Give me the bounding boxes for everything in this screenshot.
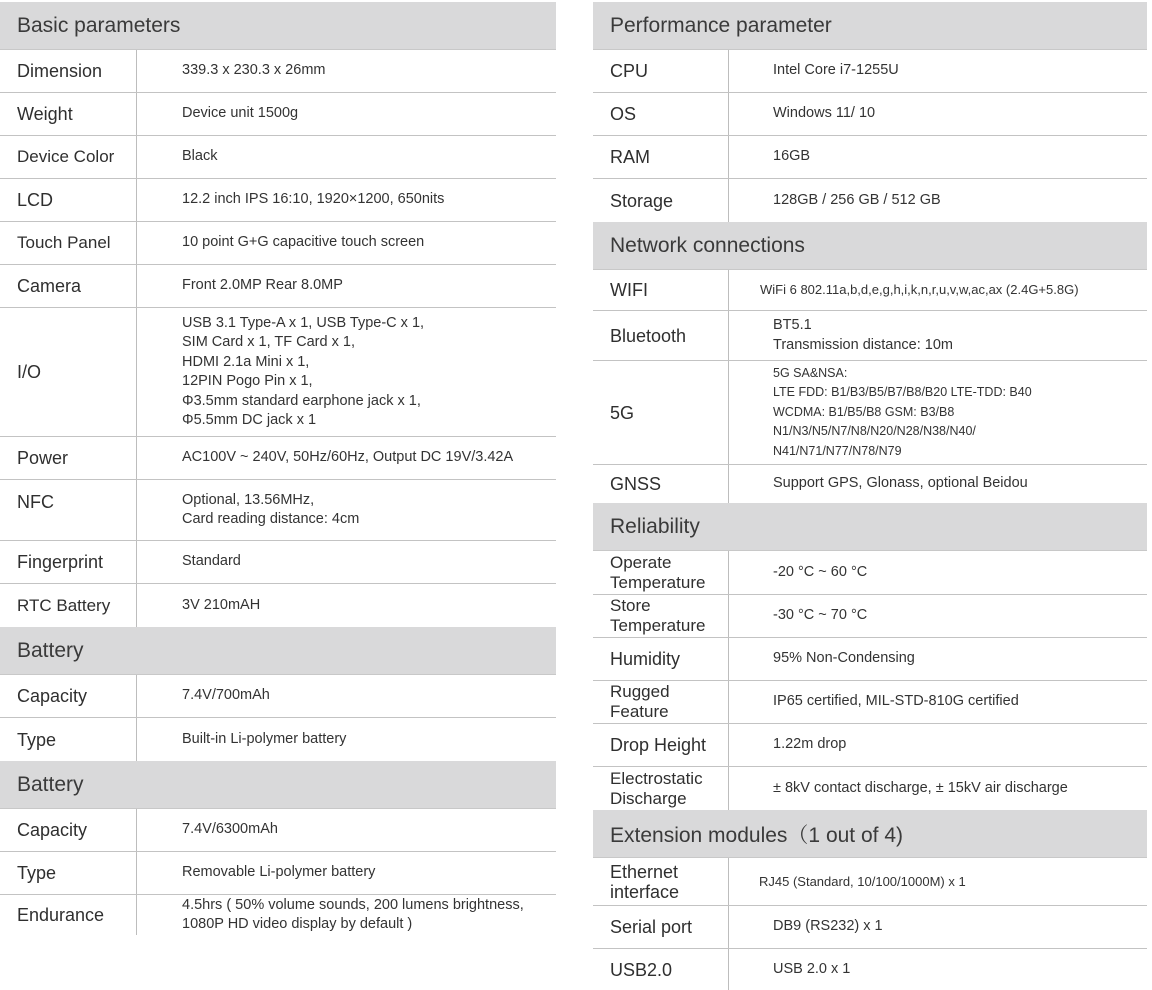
spec-value: Front 2.0MP Rear 8.0MP (182, 277, 343, 294)
spec-row-bluetooth (593, 311, 1147, 361)
spec-label: LCD (0, 179, 137, 221)
spec-value: AC100V ~ 240V, 50Hz/60Hz, Output DC 19V/3.42A (182, 449, 514, 466)
spec-label: Storage (593, 179, 729, 222)
spec-value: Standard (182, 553, 241, 570)
spec-row-humidity (593, 638, 1147, 681)
spec-label: Endurance (0, 895, 137, 935)
spec-value: 16GB (773, 148, 811, 165)
spec-row-rtc-battery (0, 584, 556, 627)
section-header-reliability: Reliability (593, 503, 1147, 551)
spec-label: Type (0, 852, 137, 894)
spec-label: Operate Temperature (593, 551, 729, 594)
spec-value: USB 2.0 x 1 (773, 961, 851, 978)
spec-value: -30 °C ~ 70 °C (773, 607, 868, 624)
spec-value: Black (182, 148, 218, 165)
spec-row-weight (0, 93, 556, 136)
spec-value: 7.4V/700mAh (182, 687, 270, 704)
spec-value: Support GPS, Glonass, optional Beidou (773, 475, 1028, 492)
spec-label: Power (0, 437, 137, 479)
section-header-performance-parameter: Performance parameter (593, 2, 1147, 50)
spec-value: IP65 certified, MIL-STD-810G certified (773, 693, 1019, 710)
spec-label: I/O (0, 308, 137, 436)
spec-label: CPU (593, 50, 729, 92)
spec-row-camera (0, 265, 556, 308)
spec-row-store-temperature (593, 595, 1147, 638)
spec-row-rugged-feature (593, 681, 1147, 724)
spec-value: 10 point G+G capacitive touch screen (182, 234, 425, 251)
spec-value: 12.2 inch IPS 16:10, 1920×1200, 650nits (182, 191, 445, 208)
spec-row-ethernet-interface (593, 858, 1147, 906)
left-spec-column (0, 2, 556, 935)
right-spec-column (593, 2, 1147, 990)
spec-row-endurance (0, 895, 556, 935)
spec-value: Device unit 1500g (182, 105, 299, 122)
spec-value: 4.5hrs ( 50% volume sounds, 200 lumens brightness, 1080P HD video display by default ) (182, 896, 524, 932)
spec-value: 3V 210mAH (182, 596, 261, 613)
spec-row-serial-port (593, 906, 1147, 949)
spec-row-capacity (0, 809, 556, 852)
spec-row-dimension (0, 50, 556, 93)
spec-row-type (0, 718, 556, 761)
spec-row-touch-panel (0, 222, 556, 265)
spec-value: Windows 11/ 10 (773, 105, 876, 122)
spec-value: WiFi 6 802.11a,b,d,e,g,h,i,k,n,r,u,v,w,ac,ax (2.4G+5.8G) (760, 282, 1079, 298)
spec-label: Humidity (593, 638, 729, 680)
spec-label: Fingerprint (0, 541, 137, 583)
spec-label: Bluetooth (593, 311, 729, 360)
spec-label: GNSS (593, 465, 729, 503)
section-header-basic-parameters: Basic parameters (0, 2, 556, 50)
spec-row-drop-height (593, 724, 1147, 767)
spec-row-os (593, 93, 1147, 136)
spec-row-fingerprint (0, 541, 556, 584)
spec-label: Drop Height (593, 724, 729, 766)
spec-row-io (0, 308, 556, 437)
spec-label: Capacity (0, 809, 137, 851)
spec-value: ± 8kV contact discharge, ± 15kV air discharge (773, 779, 1068, 796)
spec-row-lcd (0, 179, 556, 222)
spec-row-capacity (0, 675, 556, 718)
spec-label: 5G (593, 361, 729, 464)
spec-row-storage (593, 179, 1147, 222)
spec-label: Ethernet interface (593, 858, 729, 905)
spec-label: USB2.0 (593, 949, 729, 990)
spec-label: Store Temperature (593, 595, 729, 637)
spec-value: 5G SA&NSA: LTE FDD: B1/B3/B5/B7/B8/B20 LTE-TDD: B40 WCDMA: B1/B5/B8 GSM: B3/B8 N1/N3/N5/N7/N8/N20/N28/N38/N40/ N41/N71/N77/N78/N79 (773, 365, 1032, 458)
spec-row-type (0, 852, 556, 895)
spec-label: Electrostatic Discharge (593, 767, 729, 810)
spec-row-device-color (0, 136, 556, 179)
spec-value: Built-in Li-polymer battery (182, 730, 347, 747)
spec-label: Type (0, 718, 137, 761)
spec-label: WIFI (593, 270, 729, 310)
spec-row-power (0, 437, 556, 480)
spec-value: RJ45 (Standard, 10/100/1000M) x 1 (759, 873, 966, 889)
spec-row-usb2 (593, 949, 1147, 990)
spec-label: Weight (0, 93, 137, 135)
section-header-extension-modules: Extension modules（1 out of 4) (593, 810, 1147, 858)
spec-value: USB 3.1 Type-A x 1, USB Type-C x 1, SIM Card x 1, TF Card x 1, HDMI 2.1a Mini x 1, 12PIN Pogo Pin x 1, Φ3.5mm standard earphone jack x 1, Φ5.5mm DC jack x 1 (182, 314, 425, 428)
spec-value: Optional, 13.56MHz, Card reading distance: 4cm (182, 491, 360, 527)
spec-row-nfc (0, 480, 556, 541)
section-header-battery: Battery (0, 627, 556, 675)
spec-value: -20 °C ~ 60 °C (773, 563, 868, 580)
spec-row-wifi (593, 270, 1147, 311)
spec-label: OS (593, 93, 729, 135)
spec-label: NFC (0, 480, 137, 540)
spec-value: Intel Core i7-1255U (773, 62, 899, 79)
section-header-battery-removable: Battery (0, 761, 556, 809)
spec-value: 95% Non-Condensing (773, 650, 915, 667)
spec-label: Rugged Feature (593, 681, 729, 723)
spec-value: 128GB / 256 GB / 512 GB (773, 191, 941, 208)
section-header-network-connections: Network connections (593, 222, 1147, 270)
spec-label: RTC Battery (0, 584, 137, 627)
spec-row-gnss (593, 465, 1147, 503)
spec-label: Serial port (593, 906, 729, 948)
spec-row-operate-temperature (593, 551, 1147, 595)
spec-row-5g (593, 361, 1147, 465)
spec-value: DB9 (RS232) x 1 (773, 918, 883, 935)
spec-label: Touch Panel (0, 222, 137, 264)
spec-row-cpu (593, 50, 1147, 93)
spec-label: Capacity (0, 675, 137, 717)
spec-value: 1.22m drop (773, 736, 847, 753)
spec-row-electrostatic-discharge (593, 767, 1147, 810)
spec-value: Removable Li-polymer battery (182, 864, 376, 881)
spec-label: Dimension (0, 50, 137, 92)
spec-label: Camera (0, 265, 137, 307)
spec-value: 7.4V/6300mAh (182, 821, 278, 838)
spec-row-ram (593, 136, 1147, 179)
spec-value: BT5.1 Transmission distance: 10m (773, 317, 953, 353)
spec-value: 339.3 x 230.3 x 26mm (182, 62, 326, 79)
spec-label: RAM (593, 136, 729, 178)
spec-label: Device Color (0, 136, 137, 178)
